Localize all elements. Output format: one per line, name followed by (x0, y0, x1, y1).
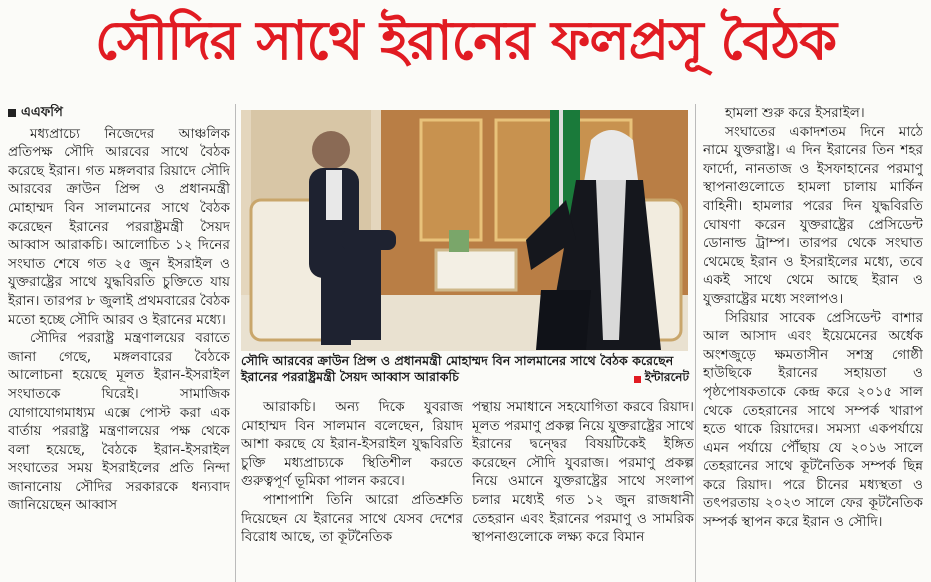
article-column-2 (241, 398, 463, 582)
column-divider (695, 104, 696, 582)
article-column-1 (8, 104, 230, 582)
article-column-4 (703, 104, 923, 582)
paragraph: সিরিয়ার সাবেক প্রেসিডেন্ট বাশার আল আসাদ এবং ইয়েমেনের অর্ধেক অংশজুড়ে ক্ষমতাসীন সশস্ত্র গোষ্ঠী হাউছিকে ইরানের সহায়তা ও পৃষ্ঠপোষকতাকে কেন্দ্র করে ২০১৫ সাল থেকে তেহরানের সাথে সম্পর্ক খারাপ হতে থাকে রিয়াদের। সমস্যা একপর্যায়ে এমন পর্যায়ে পৌঁছায় যে ২০১৬ সালে তেহরানের সাথে কূটনৈতিক সম্পর্ক ছিন্ন করে রিয়াদ। পরে চীনের মধ্যস্থতা ও তৎপরতায় ২০২৩ সালে ফের কূটনৈতিক সম্পর্ক স্থাপন করে ইরান ও সৌদি। (703, 309, 923, 531)
paragraph: সংঘাতের একাদশতম দিনে মাঠে নামে যুক্তরাষ্ট্র। এ দিন ইরানের তিন শহর ফার্দো, নানতাজ ও ইসফাহানের পরমাণু স্থাপনাগুলোতে হামলা চালায় মার্কিন বাহিনী। হামলার পরের দিন যুদ্ধবিরতি ঘোষণা করেন যুক্তরাষ্ট্রের প্রেসিডেন্ট ডোনাল্ড ট্রাম্প। তারপর থেকে সংঘাত থেমেছে ইরান ও ইসরাইলের মধ্যে, তবে একই সাথে থেমে আছে ইরান ও যুক্তরাষ্ট্রের মধ্যে সংলাপও। (703, 123, 923, 307)
paragraph: পন্থায় সমাধানে সহযোগিতা করবে রিয়াদ। মূলত পরমাণু প্রকল্প নিয়ে যুক্তরাষ্ট্রের সাথে ইরানের দ্বন্দ্বের বিষয়টিকেই ইঙ্গিত করেছেন সৌদি যুবরাজ। পরমাণু প্রকল্প নিয়ে ওমানে যুক্তরাষ্ট্রের সাথে সংলাপ চলার মধ্যেই গত ১২ জুন রাজধানী তেহরান এবং ইরানের পরমাণু ও সামরিক স্থাপনাগুলোকে লক্ষ্য করে বিমান (472, 399, 694, 546)
bullet-square-icon (8, 109, 16, 117)
photo-credit-text: ইন্টারনেট (644, 370, 689, 384)
paragraph: সৌদির পররাষ্ট্র মন্ত্রণালয়ের বরাতে জানা গেছে, মঙ্গলবারের বৈঠকে আলোচনা হয়েছে মূলত ইরান-ইসরাইল সংঘাতকে ঘিরেই। সামাজিক যোগাযোগমাধ্যম এক্সে পোস্ট করা এক বার্তায় পররাষ্ট্র মন্ত্রণালয়ের পক্ষ থেকে বলা হয়েছে, বৈঠকে ইরান-ইসরাইল সংঘাতের সময় ইসরাইলের প্রতি নিন্দা জানানোয় সৌদির সরকারকে ধন্যবাদ জানিয়েছেন আব্বাস (8, 330, 230, 514)
photo-credit (630, 369, 689, 389)
column-divider (235, 104, 236, 582)
paragraph: হামলা শুরু করে ইসরাইল। (725, 105, 865, 121)
article-column-3 (472, 398, 694, 582)
credit-square-icon (634, 376, 641, 383)
news-photo (241, 110, 688, 351)
headline: সৌদির সাথে ইরানের ফলপ্রসূ বৈঠক (94, 8, 837, 72)
dateline-source: এএফপি (21, 105, 63, 120)
paragraph: মধ্যপ্রাচ্যে নিজেদের আঞ্চলিক প্রতিপক্ষ সৌদি আরবের সাথে বৈঠক করেছে ইরান। গত মঙ্গলবার রিয়াদে সৌদি আরবের ক্রাউন প্রিন্স ও প্রধানমন্ত্রী মোহাম্মদ বিন সালমানের সাথে বৈঠক করেছেন ইরানের পররাষ্ট্রমন্ত্রী সৈয়দ আব্বাস আরাকচি। আলোচিত ১২ দিনের সংঘাত শেষে গত ২৫ জুন ইসরাইল ও যুক্তরাষ্ট্রের সাথে যুদ্ধবিরতি চুক্তিতে যায় ইরান। তারপর ৮ জুলাই প্রথমবারের বৈঠক মতো হচ্ছে সৌদি আরব ও ইরানের মধ্যে। (8, 125, 230, 328)
dateline (8, 104, 230, 123)
photo-caption: সৌদি আরবের ক্রাউন প্রিন্স ও প্রধানমন্ত্রী মোহাম্মদ বিন সালমানের সাথে বৈঠক করেছেন ইরানের পররাষ্ট্রমন্ত্রী সৈয়দ আব্বাস আরাকচি (241, 353, 674, 384)
paragraph: পাশাপাশি তিনি আরো প্রতিশ্রুতি দিয়েছেন যে ইরানের সাথে যেসব দেশের বিরোধ আছে, তা কূটনৈতিক (241, 491, 463, 546)
paragraph: আরাকচি। অন্য দিকে যুবরাজ মোহাম্মদ বিন সালমান বলেছেন, রিয়াদ আশা করছে যে ইরান-ইসরাইল যুদ্ধবিরতি চুক্তি মধ্যপ্রাচ্যকে স্থিতিশীল করতে গুরুত্বপূর্ণ ভূমিকা পালন করবে। (241, 399, 463, 490)
